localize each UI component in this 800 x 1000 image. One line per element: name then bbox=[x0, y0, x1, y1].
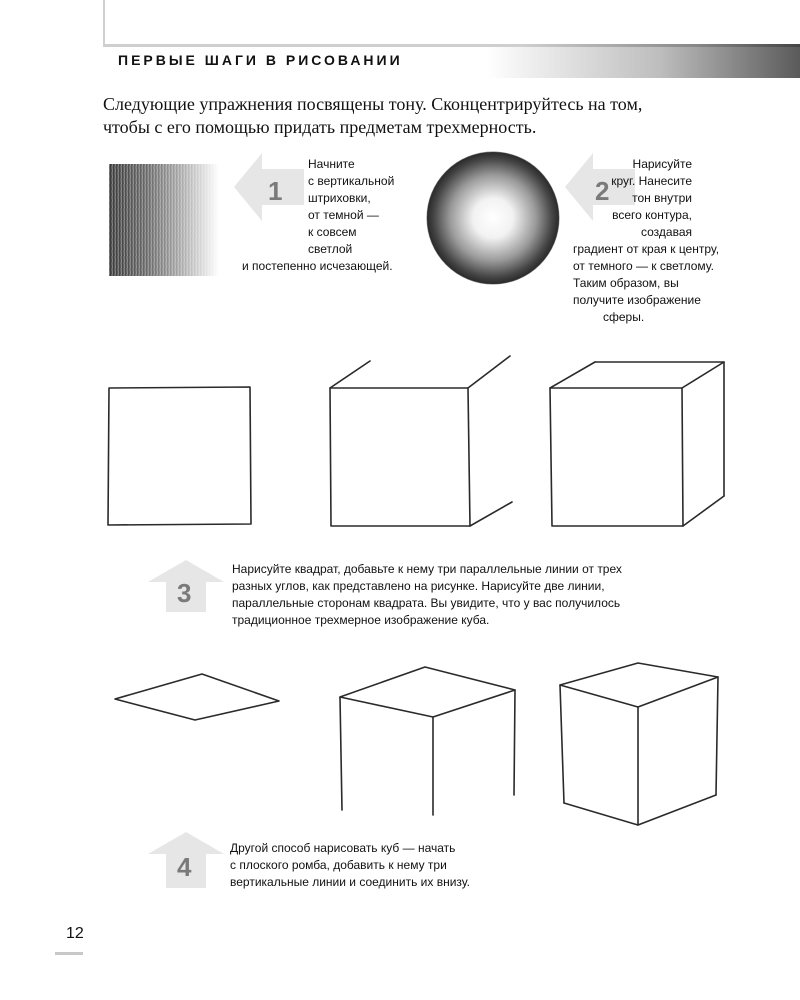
step-2-line: круг. Нанесите bbox=[611, 174, 692, 188]
step-1-line: с вертикальной bbox=[308, 174, 395, 188]
step-4-caption bbox=[230, 840, 530, 891]
step-4-line: Другой способ нарисовать куб — начать bbox=[230, 841, 456, 855]
step-3-line: параллельные сторонам квадрата. Вы увидите, что у вас получилось bbox=[232, 596, 621, 610]
step-2-line: Таким образом, вы bbox=[573, 276, 679, 290]
step-2-line: Нарисуйте bbox=[632, 157, 692, 171]
step-3-arrow bbox=[146, 560, 226, 612]
step-1-line: к совсем светлой bbox=[308, 225, 357, 256]
header-rule bbox=[103, 44, 800, 47]
intro-text bbox=[103, 93, 663, 139]
rhombus-with-verticals-sketch bbox=[330, 655, 530, 825]
step-3-caption bbox=[232, 561, 652, 629]
square-with-parallel-lines-sketch bbox=[320, 350, 520, 540]
step-1-caption bbox=[242, 156, 402, 275]
step-1-line: Начните bbox=[308, 157, 355, 171]
footer-rule bbox=[55, 952, 83, 955]
step-2-line: сферы. bbox=[603, 310, 645, 324]
step-2-line: получите изображение bbox=[573, 293, 701, 307]
step-1-line: и постепенно исчезающей. bbox=[242, 259, 393, 273]
square-sketch bbox=[100, 375, 265, 535]
step-4-number: 4 bbox=[177, 852, 192, 882]
completed-cube-sketch bbox=[550, 655, 735, 835]
cube-sketch bbox=[540, 350, 740, 540]
step-2-caption bbox=[570, 156, 730, 241]
step-2-line: всего контура, bbox=[612, 208, 692, 222]
rhombus-sketch bbox=[105, 665, 290, 735]
step-1-line: от темной — bbox=[308, 208, 379, 222]
step-2-line: создавая bbox=[641, 225, 692, 239]
step-4-arrow bbox=[146, 832, 226, 888]
step-3-line: Нарисуйте квадрат, добавьте к нему три параллельные линии от трех bbox=[232, 562, 622, 576]
vertical-hatching-illustration bbox=[105, 160, 225, 280]
step-2-caption-continued bbox=[573, 241, 743, 326]
step-4-line: с плоского ромба, добавить к нему три bbox=[230, 858, 447, 872]
intro-line-1: Следующие упражнения посвящены тону. Сконцентрируйтесь на том, bbox=[103, 94, 643, 114]
step-2-line: тон внутри bbox=[632, 191, 692, 205]
intro-line-2: чтобы с его помощью придать предметам трехмерность. bbox=[103, 117, 537, 137]
shaded-sphere-illustration bbox=[425, 150, 561, 286]
step-3-number: 3 bbox=[177, 578, 192, 608]
step-2-line: градиент от края к центру, bbox=[573, 242, 720, 256]
step-3-line: традиционное трехмерное изображение куба. bbox=[232, 613, 490, 627]
step-4-line: вертикальные линии и соединить их внизу. bbox=[230, 875, 470, 889]
step-2-line: от темного — к светлому. bbox=[573, 259, 714, 273]
chapter-title: ПЕРВЫЕ ШАГИ В РИСОВАНИИ bbox=[118, 52, 403, 68]
step-3-line: разных углов, как представлено на рисунке. Нарисуйте две линии, bbox=[232, 579, 605, 593]
page-number: 12 bbox=[66, 925, 84, 942]
step-2-number: 2 bbox=[595, 176, 610, 206]
step-1-number: 1 bbox=[268, 176, 283, 206]
step-1-line: штриховки, bbox=[308, 191, 371, 205]
